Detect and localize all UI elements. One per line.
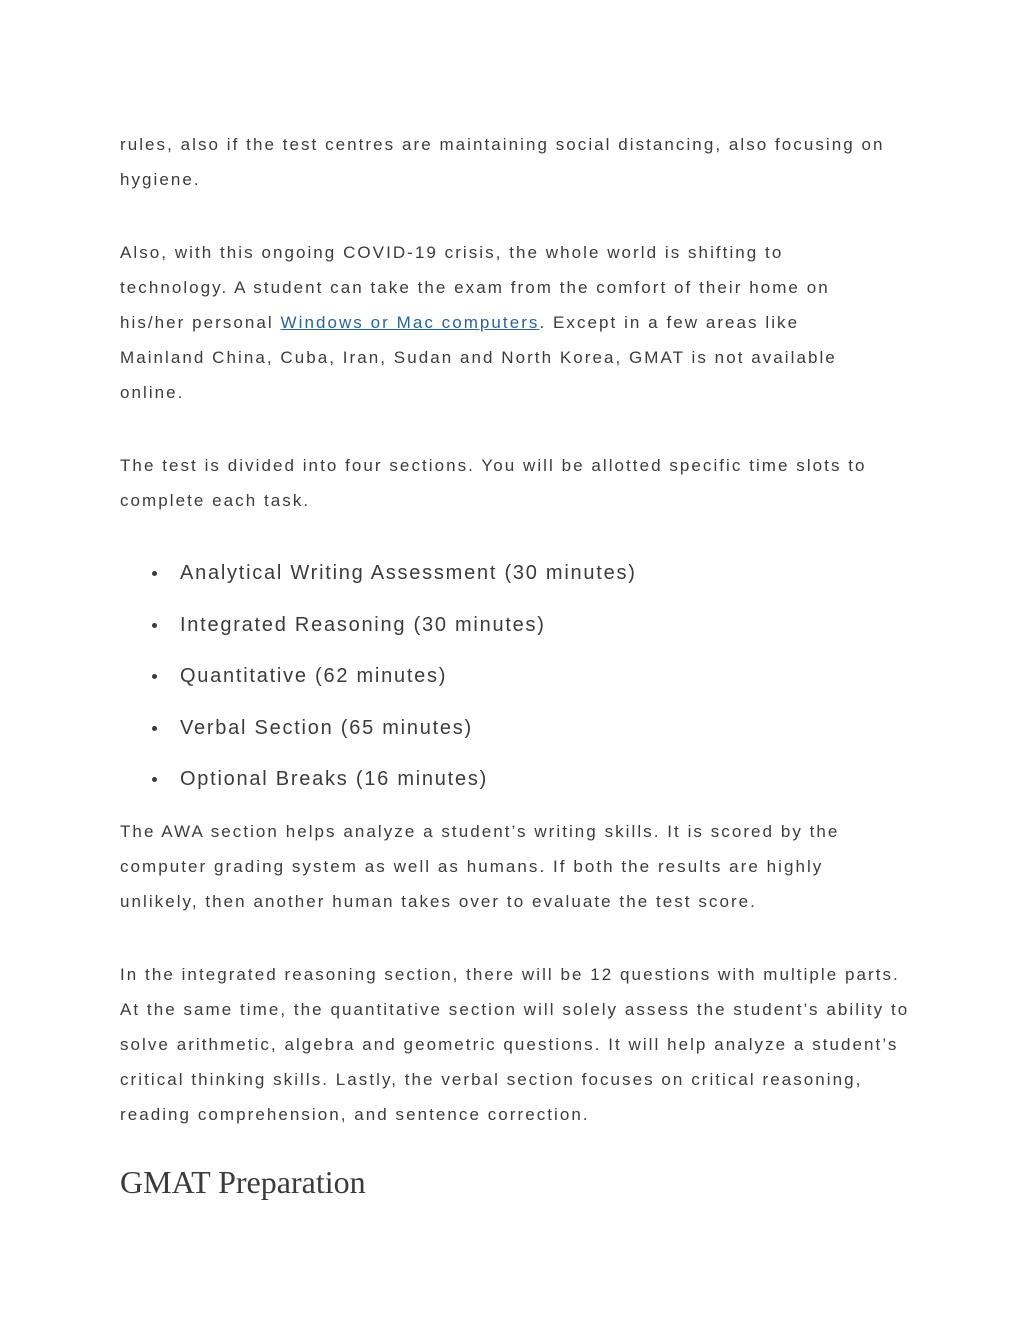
paragraph-four-sections: The test is divided into four sections. You will be allotted specific time slots to complete each task.: [120, 456, 867, 510]
paragraph-awa-section: The AWA section helps analyze a student’s writing skills. It is scored by the computer grading system as well as humans. If both the results are highly unlikely, then another human takes over to evaluate the test score.: [120, 822, 840, 911]
paragraph-text: . Except in a few areas like Mainland China, Cuba, Iran, Sudan and North Korea, GMAT is not available online.: [120, 313, 837, 402]
bullet-icon: [152, 623, 157, 628]
list-item-label: Analytical Writing Assessment (30 minutes): [180, 562, 637, 584]
bullet-icon: [152, 571, 157, 576]
list-item: [120, 555, 910, 607]
list-item-label: Optional Breaks (16 minutes): [180, 768, 489, 790]
spacer: [120, 197, 910, 235]
paragraph-integrated-reasoning: In the integrated reasoning section, there will be 12 questions with multiple parts. At the same time, the quantitative section will solely assess the student’s ability to solve arithmetic, algebra and geometric questions. It will help analyze a student’s critical thinking skills. Lastly, the verbal section focuses on critical reasoning, reading comprehension, and sentence correction.: [120, 965, 910, 1124]
list-item: [120, 761, 910, 797]
spacer: [120, 797, 910, 814]
list-item-label: Quantitative (62 minutes): [180, 665, 448, 687]
spacer: [120, 518, 910, 555]
list-item: [120, 607, 910, 659]
paragraph-hygiene: rules, also if the test centres are maintaining social distancing, also focusing on hygiene.: [120, 135, 885, 189]
section-heading-gmat-preparation: GMAT Preparation: [120, 1164, 366, 1200]
list-item: [120, 710, 910, 762]
bullet-icon: [152, 674, 157, 679]
document-page: [120, 127, 910, 1202]
spacer: [120, 919, 910, 957]
bullet-icon: [152, 777, 157, 782]
bullet-icon: [152, 726, 157, 731]
windows-mac-computers-link[interactable]: Windows or Mac computers: [280, 313, 540, 332]
list-item-label: Verbal Section (65 minutes): [180, 716, 473, 739]
paragraph-covid-online: [120, 235, 860, 410]
list-item: [120, 658, 910, 710]
list-item-label: Integrated Reasoning (30 minutes): [180, 613, 546, 636]
paragraph-text: Also, with this ongoing COVID-19 crisis, the whole world is shifting to technology. A student can take the exam from the comfort of their home on his/her personal: [120, 243, 830, 332]
spacer: [120, 410, 910, 448]
spacer: [120, 1132, 910, 1162]
exam-sections-list: [120, 555, 910, 797]
